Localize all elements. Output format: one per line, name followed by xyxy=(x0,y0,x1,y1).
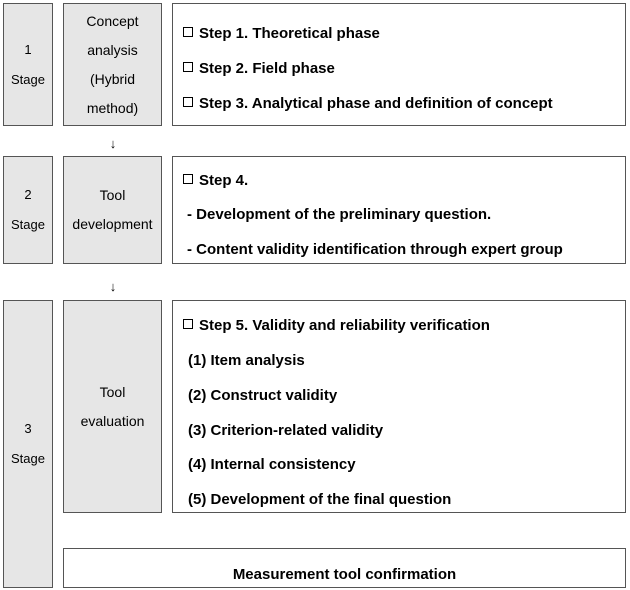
stage-3-label xyxy=(3,300,53,588)
stage-3-item-1: Step 5. Validity and reliability verification xyxy=(183,317,490,335)
phase-1-line-3: (Hybrid xyxy=(89,70,136,87)
final-box-label: Measurement tool confirmation xyxy=(232,565,457,583)
stage-1-item-3: Step 3. Analytical phase and definition of concept xyxy=(183,95,553,113)
phase-1-line-4: method) xyxy=(86,99,139,116)
down-arrow-icon: ↓ xyxy=(109,279,117,294)
stage-1-number: 1 xyxy=(24,41,32,57)
down-arrow-icon: ↓ xyxy=(109,136,117,151)
stage-2-item-2: - Development of the preliminary question. xyxy=(187,206,492,223)
stage-3-item-3: (2) Construct validity xyxy=(188,387,338,404)
phase-2-line-2: development xyxy=(72,216,153,232)
phase-1-line-2: analysis xyxy=(87,41,138,58)
stage-3-content xyxy=(172,300,626,513)
square-bullet-icon xyxy=(183,97,193,107)
stage-2-number: 2 xyxy=(24,187,32,202)
measurement-tool-confirmation-box xyxy=(63,548,626,588)
stage-1-label xyxy=(3,3,53,126)
stage-2-item-1: Step 4. xyxy=(183,172,248,190)
square-bullet-icon xyxy=(183,27,193,37)
stage-1-item-1: Step 1. Theoretical phase xyxy=(183,25,380,43)
stage-3-item-4: (3) Criterion-related validity xyxy=(188,422,384,439)
phase-2-line-1: Tool xyxy=(99,187,126,203)
stage-2-item-3: - Content validity identification through expert group xyxy=(187,241,563,258)
square-bullet-icon xyxy=(183,62,193,72)
phase-3-line-2: evaluation xyxy=(80,412,145,429)
stage-1-word: Stage xyxy=(11,71,45,87)
stage-3-word: Stage xyxy=(11,451,45,466)
stage-2-phase xyxy=(63,156,162,264)
stage-3-item-2: (1) Item analysis xyxy=(188,352,305,369)
stage-2-word: Stage xyxy=(11,217,45,232)
stage-3-number: 3 xyxy=(24,421,32,436)
square-bullet-icon xyxy=(183,174,193,184)
stage-1-phase xyxy=(63,3,162,126)
stage-2-label xyxy=(3,156,53,264)
stage-2-content xyxy=(172,156,626,264)
stage-3-item-5: (4) Internal consistency xyxy=(188,456,356,473)
stage-3-item-6: (5) Development of the final question xyxy=(188,491,452,508)
stage-1-content xyxy=(172,3,626,126)
square-bullet-icon xyxy=(183,319,193,329)
phase-3-line-1: Tool xyxy=(99,383,126,400)
phase-1-line-1: Concept xyxy=(86,12,139,29)
stage-3-phase xyxy=(63,300,162,513)
stage-1-item-2: Step 2. Field phase xyxy=(183,60,335,78)
